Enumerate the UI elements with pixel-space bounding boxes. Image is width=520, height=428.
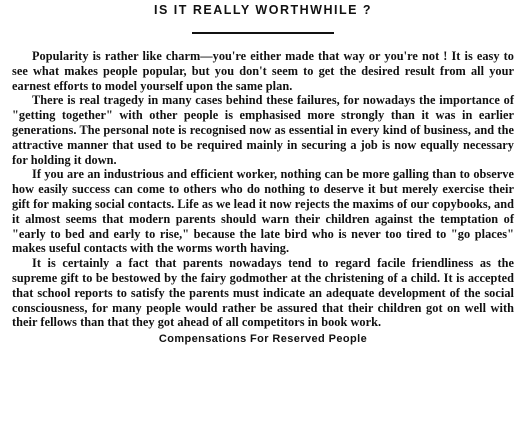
article-paragraph-3: If you are an industrious and efficient worker, nothing can be more galling than to observe how easily success can come to others who do nothing to deserve it but merely exercise their gift for making social contacts. Life as we lead it now rejects the maxims of our copybooks, and it almost seems that modern parents should warn their children against the temptation of "early to bed and early to rise," because the late bird who is never too tired to "go places" makes useful contacts with the worms worth having.: [12, 167, 514, 256]
article-headline: IS IT REALLY WORTHWHILE ?: [153, 3, 373, 17]
article-paragraph-1: Popularity is rather like charm—you're either made that way or you're not ! It is easy to see what makes people popular, but you don't seem to get the desired result from all your earnest efforts to model yourself upon the same plan.: [12, 49, 514, 93]
headline-divider: [192, 32, 334, 34]
section-subheading: Compensations For Reserved People: [158, 333, 368, 346]
article-paragraph-2: There is real tragedy in many cases behind these failures, for nowadays the importance of "getting together" with other people is emphasised more strongly than it was in earlier generations. The personal note is recognised now as essential in every kind of business, and the attractive manner that used to be required mainly in securing a job is now equally necessary for holding it down.: [12, 93, 514, 167]
article-body: [12, 49, 514, 330]
article-paragraph-4: It is certainly a fact that parents nowadays tend to regard facile friendliness as the supreme gift to be bestowed by the fairy godmother at the christening of a child. It is accepted that school reports to satisfy the parents must indicate an adequate development of the social consciousness, for many people would rather be assured that their children got on well with their fellows than that they got ahead of all competitors in book work.: [12, 256, 514, 330]
